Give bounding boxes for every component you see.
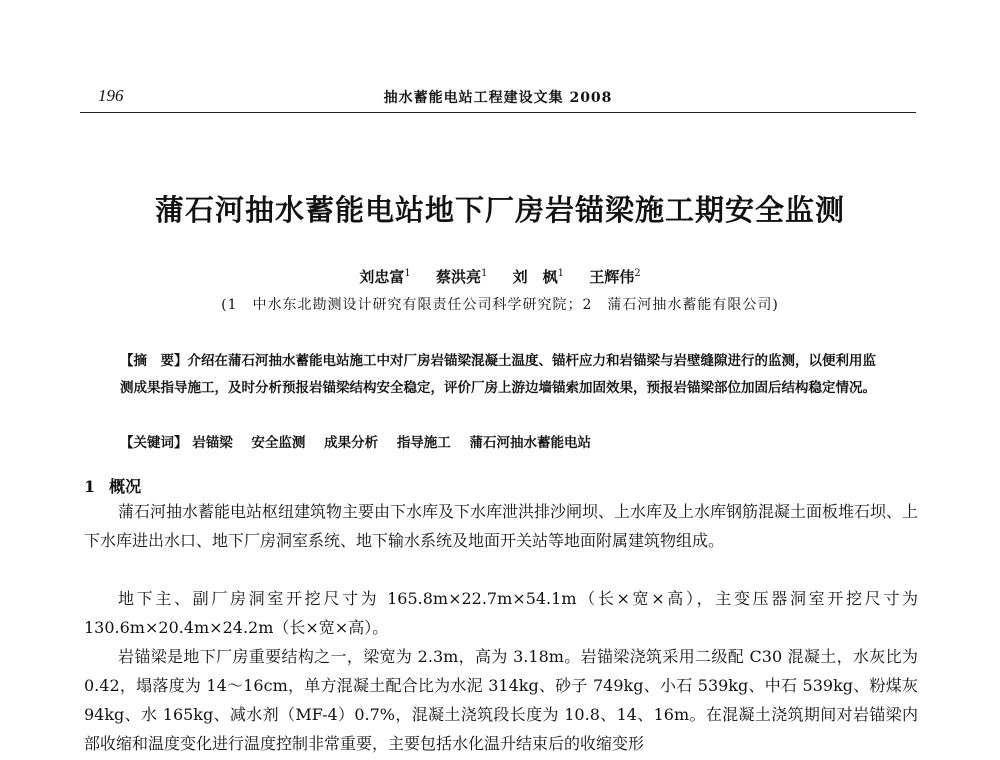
abstract-label: 【摘 要】 bbox=[120, 353, 188, 369]
affiliation: (1 中水东北勘测设计研究有限责任公司科学研究院；2 蒲石河抽水蓄能有限公司) bbox=[221, 297, 779, 313]
body-paragraph: 蒲石河抽水蓄能电站枢纽建筑物主要由下水库及下水库泄洪排沙闸坝、上水库及上水库钢筋混凝土面板堆石坝、上下水库进出水口、地下厂房洞室系统、地下输水系统及地面开关站等地面附属建筑物组成。 bbox=[84, 502, 919, 550]
author: 刘 枫$^1$ bbox=[512, 268, 564, 286]
keywords-label: 【关键词】 bbox=[120, 435, 188, 451]
keyword: 安全监测 bbox=[251, 435, 306, 451]
body-paragraph: 岩锚梁是地下厂房重要结构之一，梁宽为 2.3m，高为 3.18m。岩锚梁浇筑采用二级配 C30 混凝土，水灰比为 0.42，塌落度为 14～16cm，单方混凝土配合比为水泥 314kg、砂子 749kg、小石 539kg、中石 539kg、粉煤灰 94kg、水 165kg、减水剂（MF-4）0.7%，混凝土浇筑段长度为 10.8、14、16m。在混凝土浇筑期间对岩锚梁内部收缩和温度变化进行温度控制非常重要，主要包括水化温升结束后的收缩变形 bbox=[84, 647, 918, 753]
page-number: 196 bbox=[98, 86, 124, 105]
header-rule bbox=[80, 112, 916, 113]
paper-title: 蒲石河抽水蓄能电站地下厂房岩锚梁施工期安全监测 bbox=[154, 193, 845, 227]
keyword: 蒲石河抽水蓄能电站 bbox=[469, 435, 592, 451]
abstract bbox=[120, 348, 880, 402]
keyword: 指导施工 bbox=[396, 435, 451, 451]
abstract-text: 介绍在蒲石河抽水蓄能电站施工中对厂房岩锚梁混凝土温度、锚杆应力和岩锚梁与岩壁缝隙进行的监测，以便利用监测成果指导施工，及时分析预报岩锚梁结构安全稳定，评价厂房上游边墙锚索加固效果，预报岩锚梁部位加固后结构稳定情况。 bbox=[120, 353, 876, 396]
keyword: 岩锚梁 bbox=[192, 435, 233, 451]
author: 蔡洪亮$^1$ bbox=[435, 268, 488, 286]
running-head: 抽水蓄能电站工程建设文集 2008 bbox=[383, 90, 613, 106]
keywords bbox=[120, 431, 880, 451]
body-paragraph: 地下主、副厂房洞室开挖尺寸为 165.8m×22.7m×54.1m（长×宽×高），主变压器洞室开挖尺寸为 130.6m×20.4m×24.2m（长×宽×高）。 bbox=[84, 589, 918, 637]
keyword: 成果分析 bbox=[324, 435, 379, 451]
author-list bbox=[0, 266, 1000, 287]
author: 王辉伟$^2$ bbox=[589, 268, 641, 286]
page-header bbox=[80, 84, 916, 112]
section-number: 1 bbox=[84, 477, 96, 496]
section-title: 概况 bbox=[109, 477, 142, 496]
author: 刘忠富$^1$ bbox=[359, 268, 411, 286]
section-heading bbox=[84, 474, 141, 497]
